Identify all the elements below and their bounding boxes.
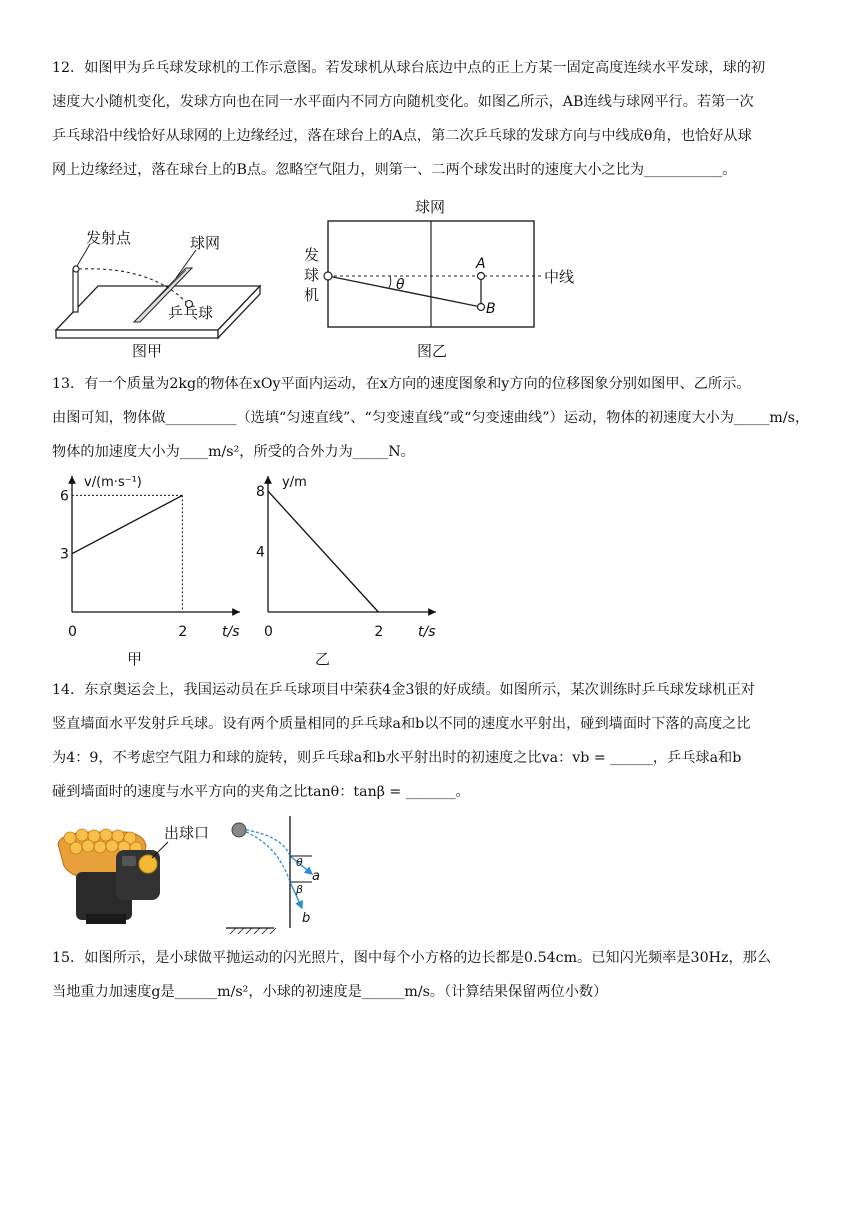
- label-net: 球网: [190, 234, 221, 252]
- trajectory-b: [246, 832, 290, 882]
- q13-line-1: 13．有一个质量为2kg的物体在xOy平面内运动，在x方向的速度图象和y方向的位移图象分别如图甲、乙所示。: [52, 376, 751, 392]
- trajectory-a: [246, 830, 290, 856]
- y-tick-label: 8: [256, 484, 265, 501]
- q12-figure-jia: [50, 222, 280, 362]
- x-axis-label: t/s: [418, 624, 436, 640]
- label-a: A: [476, 256, 486, 272]
- origin-label: 0: [264, 624, 273, 640]
- label-b: b: [302, 911, 311, 926]
- q14-line-4: 碰到墙面时的速度与水平方向的夹角之比tanθ：tanβ = _______。: [52, 784, 470, 800]
- q14-line-2: 竖直墙面水平发射乒乓球。设有两个质量相同的乒乓球a和b以不同的速度水平射出，碰到墙面时下落的高度之比: [52, 716, 751, 732]
- y-tick-label: 4: [256, 544, 265, 561]
- q12-line-3: 乒乓球沿中线恰好从球网的上边缘经过，落在球台上的A点，第二次乒乓球的发球方向与中线成θ角，也恰好从球: [52, 128, 752, 144]
- launch-point: [73, 266, 79, 272]
- q13-line-2: 由图可知，物体做__________（选填“匀速直线”、“匀变速直线”或“匀变速曲线”）运动，物体的初速度大小为_____m/s，: [52, 410, 810, 426]
- data-line: [268, 491, 378, 612]
- caption-yi: 图乙: [417, 342, 448, 360]
- point-b: [478, 304, 485, 311]
- label-outlet: 出球口: [164, 824, 210, 842]
- q15-line-1: 15．如图所示，是小球做平抛运动的闪光照片，图中每个小方格的边长都是0.54cm。已知闪光频率是30Hz，那么: [52, 950, 772, 966]
- x-tick-label: 2: [374, 624, 384, 640]
- q13-line-3: 物体的加速度大小为____m/s²，所受的合外力为_____N。: [52, 444, 415, 460]
- label-a: a: [312, 869, 320, 884]
- caption-graph-jia: 甲: [127, 650, 143, 668]
- q15-line-2: 当地重力加速度g是______m/s²，小球的初速度是______m/s。（计算结果保留两位小数）: [52, 984, 608, 1000]
- data-line: [72, 495, 182, 553]
- outlet-ball: [139, 855, 157, 873]
- x-tick-label: 2: [178, 624, 188, 640]
- q14-line-3: 为4：9，不考虑空气阻力和球的旋转，则乒乓球a和b水平射出时的初速度之比va：vb = ______，乒乓球a和b: [52, 750, 742, 766]
- y-axis-label: v/(m·s⁻¹): [84, 475, 142, 490]
- label-theta: θ: [296, 856, 303, 869]
- label-b: B: [486, 301, 496, 317]
- q12-line-2: 速度大小随机变化，发球方向也在同一水平面内不同方向随机变化。如图乙所示，AB连线与球网平行。若第一次: [52, 94, 754, 110]
- table-edge: [56, 330, 218, 338]
- caption-jia: 图甲: [132, 342, 163, 360]
- q14-trajectory-diagram: [226, 816, 336, 934]
- label-machine-2: 球: [304, 266, 320, 284]
- label-net-yi: 球网: [415, 198, 446, 216]
- label-machine-1: 发: [304, 246, 320, 264]
- q12-line-4: 网上边缘经过，落在球台上的B点。忽略空气阻力，则第一、二两个球发出时的速度大小之比为___________。: [52, 162, 737, 178]
- q13-graph-yi: [252, 470, 452, 668]
- q13-graph-jia: [56, 470, 256, 668]
- q12-figure-yi: [298, 196, 598, 364]
- y-tick-label: 6: [60, 488, 69, 505]
- launcher-point: [324, 272, 332, 280]
- launcher-post: [73, 270, 78, 312]
- outlet-pointer: [152, 842, 168, 858]
- launcher-ball: [232, 823, 246, 837]
- label-launch-point: 发射点: [86, 229, 132, 247]
- label-theta: θ: [396, 277, 405, 293]
- q14-line-1: 14．东京奥运会上，我国运动员在乒乓球项目中荣获4金3银的好成绩。如图所示，某次训练时乒乓球发球机正对: [52, 682, 755, 698]
- caption-graph-yi: 乙: [315, 650, 331, 668]
- label-ball: 乒乓球: [168, 304, 214, 322]
- label-beta: β: [296, 883, 304, 896]
- q14-ball-machine-photo: [56, 816, 226, 926]
- label-machine-3: 机: [304, 286, 320, 304]
- point-a: [478, 273, 485, 280]
- y-tick-label: 3: [60, 546, 69, 563]
- q12-line-1: 12．如图甲为乒乓球发球机的工作示意图。若发球机从球台底边中点的正上方某一固定高度连续水平发球，球的初: [52, 60, 766, 76]
- x-axis-label: t/s: [222, 624, 240, 640]
- origin-label: 0: [68, 624, 77, 640]
- y-axis-label: y/m: [282, 475, 307, 490]
- label-midline: 中线: [544, 268, 575, 286]
